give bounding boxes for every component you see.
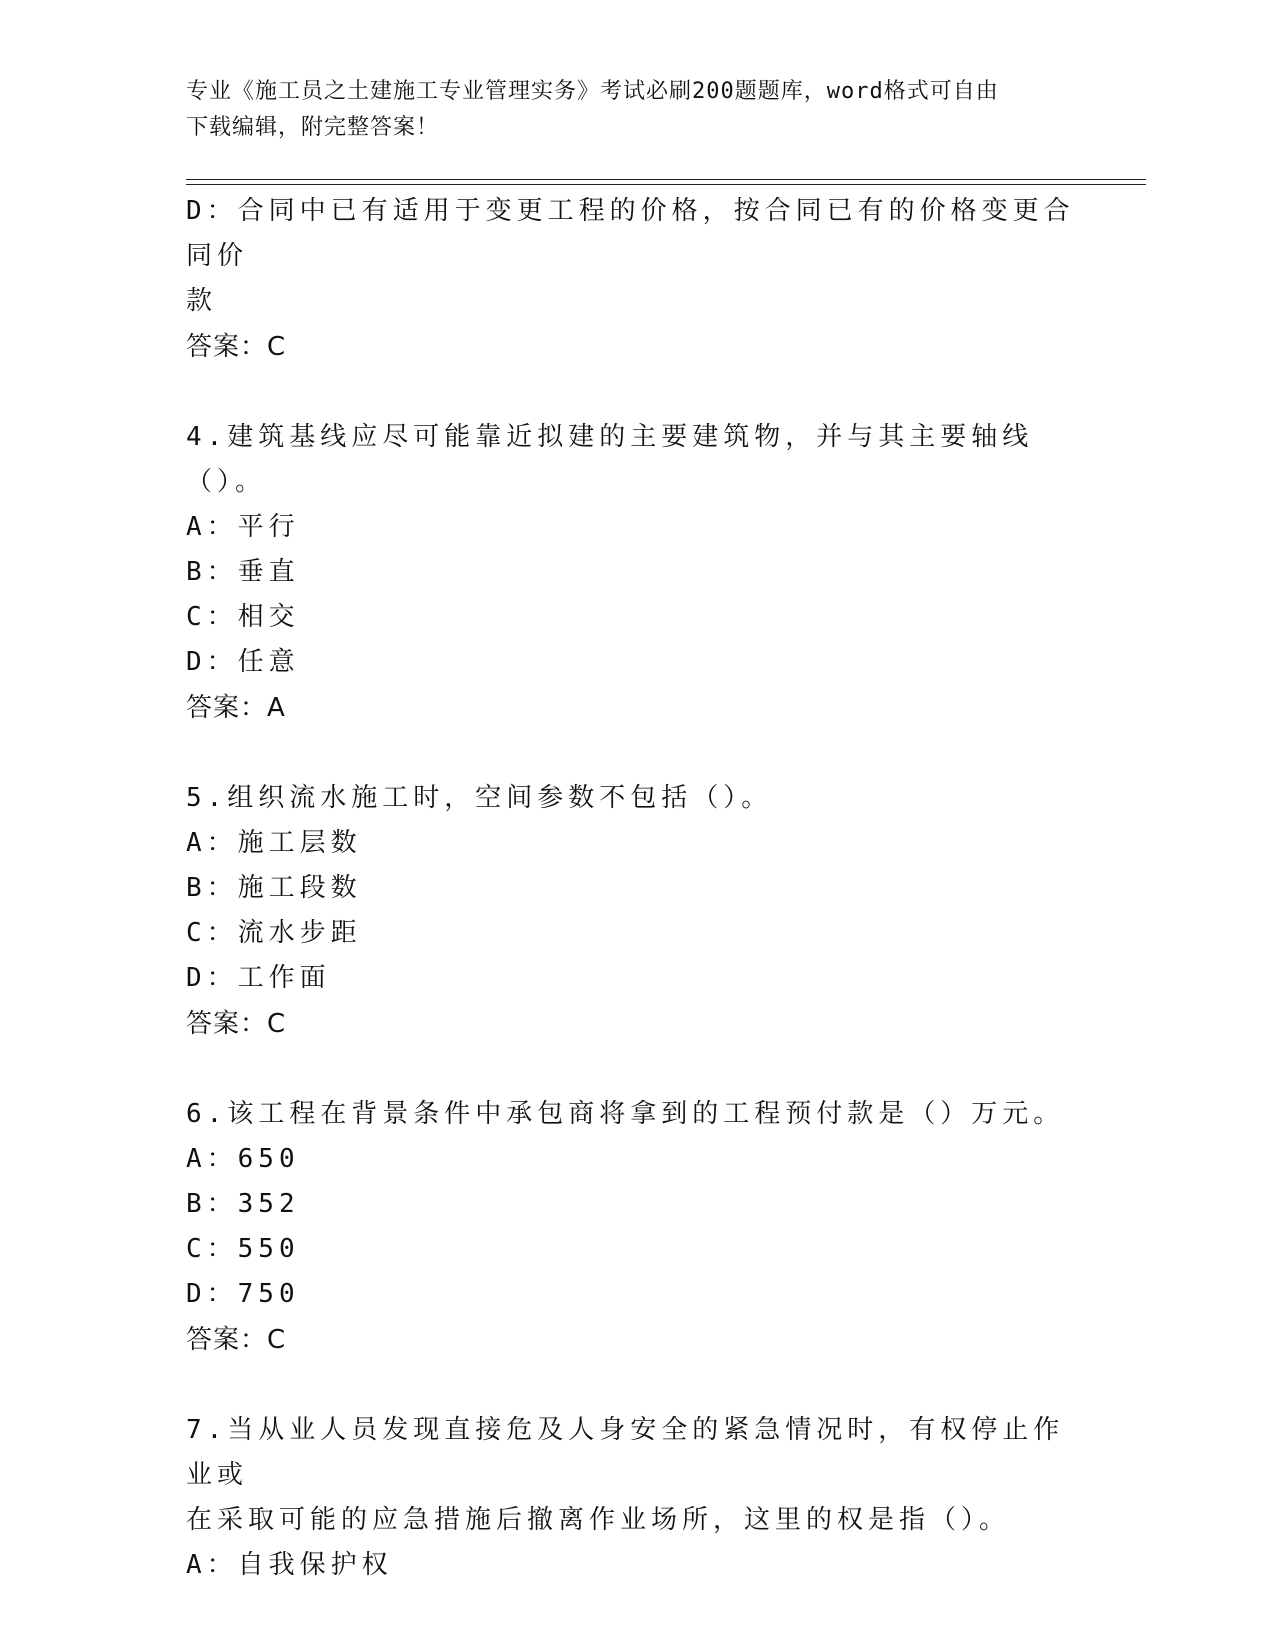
question-6 — [186, 1092, 1086, 1363]
q3-option-d: D：合同中已有适用于变更工程的价格，按合同已有的价格变更合同价 — [186, 196, 1075, 271]
q7-option-a: A：自我保护权 — [186, 1550, 393, 1580]
q6-option-c: C：550 — [186, 1234, 300, 1264]
question-3 — [186, 189, 1086, 370]
q7-stem: 7.当从业人员发现直接危及人身安全的紧急情况时，有权停止作业或 — [186, 1415, 1065, 1490]
question-list — [186, 189, 1086, 1588]
q6-answer: 答案：C — [186, 1325, 287, 1355]
q5-option-b: B：施工段数 — [186, 873, 362, 903]
q4-stem: 4.建筑基线应尽可能靠近拟建的主要建筑物，并与其主要轴线（）。 — [186, 422, 1034, 497]
q3-answer: 答案：C — [186, 332, 287, 362]
header-divider-bottom — [186, 184, 1146, 185]
q5-option-c: C：流水步距 — [186, 918, 362, 948]
spacer — [186, 1363, 1086, 1408]
spacer — [186, 1047, 1086, 1092]
q6-stem: 6.该工程在背景条件中承包商将拿到的工程预付款是（）万元。 — [186, 1099, 1065, 1129]
question-4 — [186, 415, 1086, 731]
q5-stem: 5.组织流水施工时，空间参数不包括（）。 — [186, 783, 773, 813]
spacer — [186, 370, 1086, 415]
q6-option-a: A：650 — [186, 1144, 300, 1174]
question-7 — [186, 1408, 1086, 1588]
q5-answer: 答案：C — [186, 1009, 287, 1039]
q4-option-a: A：平行 — [186, 512, 300, 542]
q4-option-c: C：相交 — [186, 602, 300, 632]
question-5 — [186, 776, 1086, 1047]
q7-stem-continued: 在采取可能的应急措施后撤离作业场所，这里的权是指（）。 — [186, 1505, 1011, 1535]
q4-option-d: D：任意 — [186, 647, 300, 677]
q5-option-d: D：工作面 — [186, 963, 331, 993]
document-header — [186, 74, 1066, 146]
header-line-2: 下载编辑，附完整答案！ — [186, 115, 440, 140]
q3-option-d-continued: 款 — [186, 286, 218, 316]
q6-option-d: D：750 — [186, 1279, 300, 1309]
q4-option-b: B：垂直 — [186, 557, 300, 587]
q6-option-b: B：352 — [186, 1189, 300, 1219]
q5-option-a: A：施工层数 — [186, 828, 362, 858]
q4-answer: 答案：A — [186, 693, 286, 723]
spacer — [186, 731, 1086, 776]
header-line-1: 专业《施工员之土建施工专业管理实务》考试必刷200题题库，word格式可自由 — [186, 79, 999, 104]
header-divider-top — [186, 179, 1146, 180]
